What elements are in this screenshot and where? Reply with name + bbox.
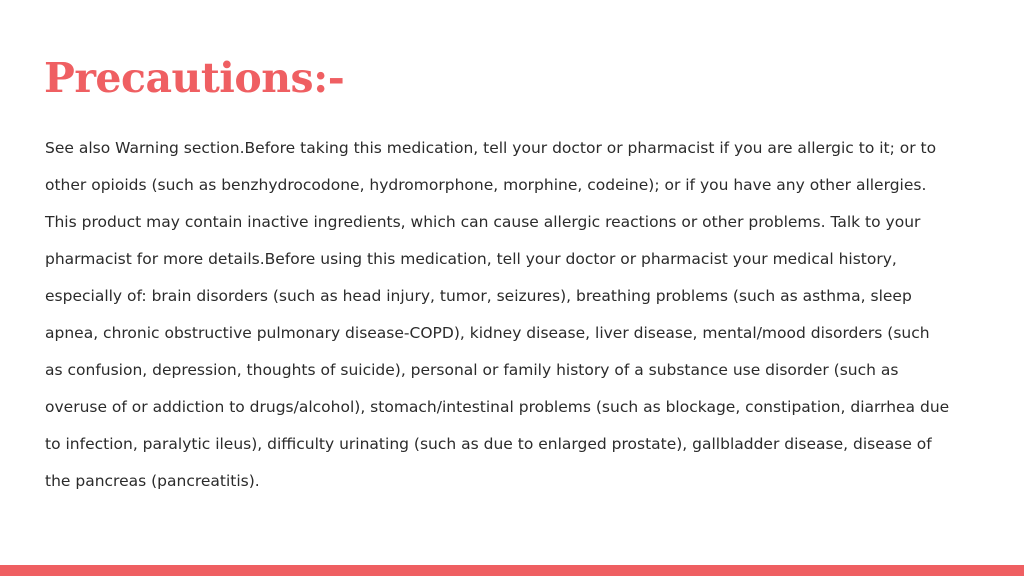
paragraph-line: as confusion, depression, thoughts of suicide), personal or family history of a substance use disorder (such as bbox=[45, 361, 899, 379]
paragraph-line: to infection, paralytic ileus), difficulty urinating (such as due to enlarged prostate), gallbladder disease, disease of bbox=[45, 435, 932, 453]
precautions-paragraph bbox=[45, 130, 990, 500]
paragraph-line: See also Warning section.Before taking this medication, tell your doctor or pharmacist if you are allergic to it; or to bbox=[45, 139, 937, 157]
slide-title: Precautions:- bbox=[44, 54, 345, 102]
paragraph-line: apnea, chronic obstructive pulmonary disease-COPD), kidney disease, liver disease, mental/mood disorders (such bbox=[45, 324, 930, 342]
paragraph-line: other opioids (such as benzhydrocodone, hydromorphone, morphine, codeine); or if you have any other allergies. bbox=[45, 176, 927, 194]
paragraph-line: especially of: brain disorders (such as head injury, tumor, seizures), breathing problems (such as asthma, sleep bbox=[45, 287, 912, 305]
footer-accent-bar bbox=[0, 565, 1024, 576]
paragraph-line: overuse of or addiction to drugs/alcohol), stomach/intestinal problems (such as blockage, constipation, diarrhea due bbox=[45, 398, 950, 416]
paragraph-line: the pancreas (pancreatitis). bbox=[45, 472, 260, 490]
paragraph-line: This product may contain inactive ingredients, which can cause allergic reactions or other problems. Talk to your bbox=[45, 213, 921, 231]
paragraph-line: pharmacist for more details.Before using this medication, tell your doctor or pharmacist your medical history, bbox=[45, 250, 897, 268]
